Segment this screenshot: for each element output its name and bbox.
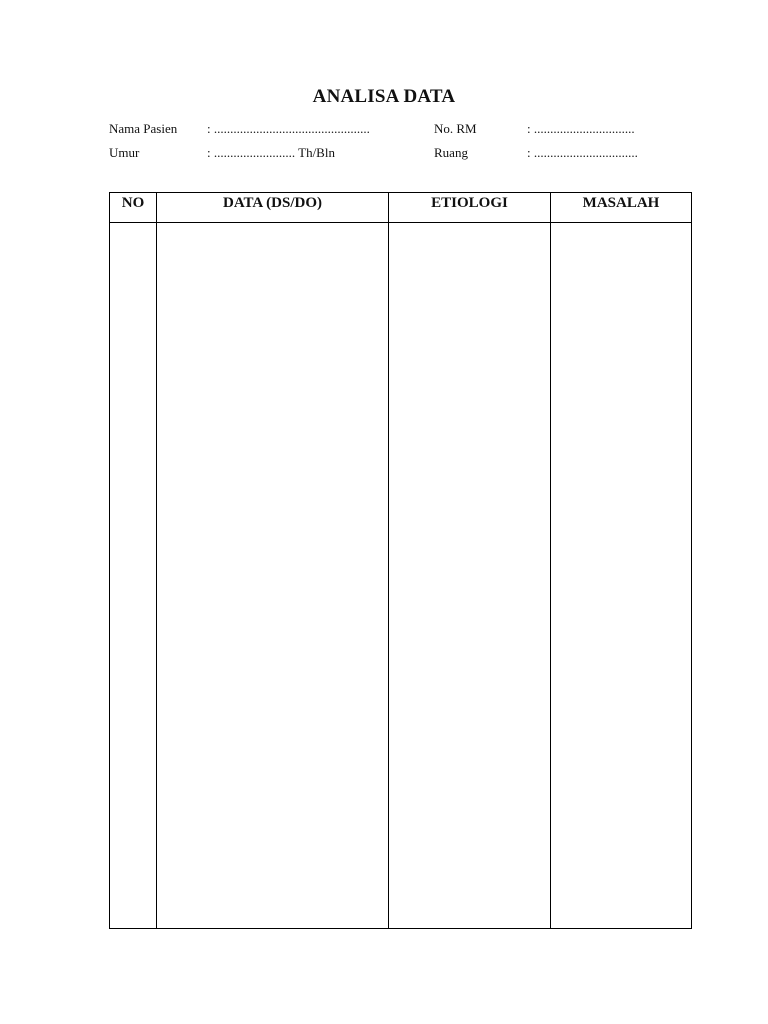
no-rm-field[interactable]: : ............................... [527, 121, 635, 136]
table-row [110, 223, 692, 929]
nama-pasien-field[interactable]: : ................................................ [207, 121, 370, 136]
no-rm-label: No. RM [434, 121, 477, 136]
ruang-field[interactable]: : ................................ [527, 145, 638, 160]
nama-pasien-label: Nama Pasien [109, 121, 178, 136]
umur-field[interactable]: : ......................... Th/Bln [207, 145, 335, 160]
ruang-label: Ruang [434, 145, 468, 160]
column-header-masalah: MASALAH [551, 193, 692, 223]
umur-label: Umur [109, 145, 140, 160]
cell-no[interactable] [110, 223, 157, 929]
column-header-data: DATA (DS/DO) [157, 193, 389, 223]
column-header-etiologi: ETIOLOGI [389, 193, 551, 223]
page-title: ANALISA DATA [312, 86, 456, 107]
column-header-no: NO [110, 193, 157, 223]
analysis-table [109, 192, 692, 929]
cell-etiologi[interactable] [389, 223, 551, 929]
cell-data[interactable] [157, 223, 389, 929]
cell-masalah[interactable] [551, 223, 692, 929]
table-header-row [110, 193, 692, 223]
